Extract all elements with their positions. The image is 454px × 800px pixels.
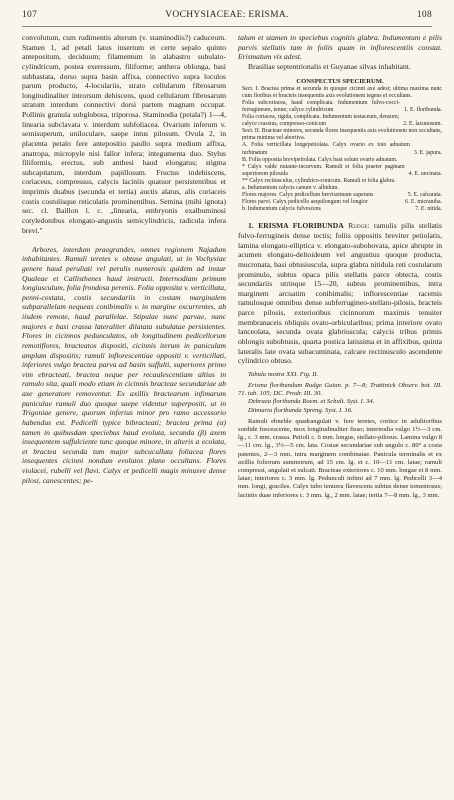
right-page-number: 108 <box>416 10 432 20</box>
key-entry-species: 1. E. floribunda. <box>404 106 442 113</box>
synonym-citation: Erisma floribundum Rudge Guian. p. 7—8; Trattinick Observ. bot. III. 71. tab. 105; DC. Prodr. III. 30. <box>238 381 442 398</box>
key-entry <box>238 157 442 164</box>
key-entry-species: 3. E. japura. <box>413 149 442 156</box>
key-entry-text: B. Folia opposita brevipetiolata. Calyx basi solum ovario adnatum. <box>242 156 398 163</box>
right-column <box>238 33 442 500</box>
left-column <box>22 33 226 485</box>
genus-description: convolutum, cum rudimentis alterum (v. staminodiis?) caduceum. Stamen 1, ad petali latus insertum et certe sepalo quinto antepositum, deciduum; filamentum in alabastro subulato-cylindricum, postea exeressum, filiforme; anthera oblonga, basi subhastata, dorso supra basin affixa, connectivo supra loculos parum producto, 4-loculariis, strato cellularum fibrosarum longitudinaliter introrsum dehiscens, quod cellularum fibrosarum stratum interdum connectivi dorsi partem magnam occupat. Pollinis granula subglobosa, triporosa. Staminodia (petala?) 1—4, linearia subclavata v. interdum subfoliacea. Ovarium inferum v. semisuperum, uniloculare, saepe intus pilosum. Ovula 2, in placenta petalo fere antepositio paullo supra medium affixa, anatropa, micropyle nisi fallor infera; integumenta duo. Stylus filiformis, erectus, sub anthesi haud elongatus; stigma subcapitatum, interdum papillosum. Fructus indehiscens, coriaceus, compressus, calycis laciniis quatuor persistentibus et imprimis duabus (secunda et tertia) auctis alatus, alis coriaceis costis costulisque reticulatis prominentibus. Semina (mihi ignota) sec. cl. Baillon l. c. „linearia, embryonis exalbuminosi cotyledonibus elongato-angustis semicylindricis, radicula infera brevi." <box>22 33 226 235</box>
key-entry-text: Sect. I. Bractea prima et secunda in quoque cicinni axe adest; ultima maxima nunc cum floribus et bracteis insequentis axis evolutionem tegens et occultans. <box>242 85 442 99</box>
key-entry <box>238 142 442 156</box>
key-entry-species: 4. E. uncinata. <box>408 170 442 177</box>
genus-habit-description: Arbores, interdum praegrandes, omnes regionem Najadum inhabitantes. Ramuli teretes v. obtuse angulati, ut in Vochysiae genere haud peruliati vel perulis numerosis quidem ad instar Qualeae et Callisthenes haud instructi. Internodiam primum longiusculum, folia frondosa perenis. Folia opposita v. verticillata, penni-costata, costis secundariis in costam marginalem subparallelam nequeas conibimalis v. in margine excurrentes, ab iisdem remote, haud parallelae. Stipulae nunc parvae, nunc majores e basi crassa lateraliter dilatata subulatae persistentes. Flores in cicinnos pedunculatos, ob longitudinem pedicellorum remotiflores, bracteatos dispositi, cicinnis iterum in paniculam amplam dispositis; ramuli inflorescentiae oppositi v. verticillati, inferiores vulgo bractea parva ad basin suffulti, superiores primo vim ebracteati, bractea neque per recaulescentiam altius in ramulo sita, quali modo etiam in cicinnis bracteae secundariae ab axe generatore removentur. Ex axillis bractearum infimarum paniculae ramuli duo quoque saepe videntur superpositi, ut in Trigoniae genere, quorum inferius minor pro ramo accessorio habendus est. Pedicelli typice bibracteati; bractea prima (α) tamen in quibusdam speciebus haud evoluta, secunda (β) axem insequentem suffulciente tunc quoque minore, in alteris a ecolata, et bractea secunda tum major subcucullata foliacea flores insequentes cicinni nondum evolutos plane occultans. Flores violacei, rubelli vel flavi. Calyx et pedicelli magis minusve dense pilosi, canescentes; pe- <box>22 244 226 485</box>
species-diagnosis: : ramulis pilis stellatis fulvo-ferrugineis dense tectis; foliis oppositis breviter petiolatis, lamina elongato-elliptica v. elongato-subobovata, apice abrupte in acumen elongato-deltoideum vel angustius quoque producta, mucronata, basi obtusiuscula, supra glabra nitidula reti costularum prominulo, subtus opaca pilis stellatis parce obtecta, costis secundariis utrinque 15—20, subtus prominentibus, intra marginem arcuatim conibimalis; inflorescentiae racemis ramulosque omnibus dense subferrugineo-stellato-pilosis, bracteis parce pilosis, exterioribus cicinnorum maximis tenuiter membranaceis obliquis ovato-orbicularibus; prima interiore ovato lanceolata, secunda ovata glabriuscula; calycis tribus primis oblongis subobtusis, quarta postica latissima et in affixibus, quinta lateralis late ovata subacuminata, calcare rectinusculo ascendente cylindrico obtuso. <box>238 221 442 366</box>
key-entry-text: Folia subcoriacea, haud complicata. Indumentum fulvo-cocci-ferrugineum, tenue; calyce cylindricum <box>242 99 401 113</box>
key-entry-species: 5. E. calcarata. <box>407 192 442 199</box>
running-header <box>22 10 432 27</box>
species-key <box>238 86 442 214</box>
conspectus-title: CONSPECTUS SPECIERUM. <box>296 77 384 85</box>
key-entry-species: 6. E. micrantha. <box>405 199 442 206</box>
species-entry <box>238 221 442 365</box>
key-entry-text: Flores parvi. Calyx pedicello aequilongum vel longior <box>242 199 368 206</box>
key-entry <box>238 100 442 114</box>
key-entry-text: Folia coriacea, rigida, complicata. Indumentum testaceum, densum; calyce crassius, compresso-conicum <box>242 114 400 128</box>
key-entry <box>238 185 442 192</box>
synonym-citation: Debraea floribunda Roem. et Schult. Syst. I. 34. <box>248 398 375 406</box>
left-page-number: 107 <box>22 10 38 20</box>
species-author: Rudge <box>348 221 368 231</box>
genus-description-continued: talum et stamen in speciebus cognitis glabra. Indumentum e pilis parvis stellatis tam in foliis quam in inflorescentiis constat. Erismatum vix adest. <box>238 33 442 62</box>
key-entry <box>238 178 442 185</box>
key-entry-text: b. Indumentum calycis fulvescens <box>242 206 321 213</box>
key-entry <box>238 86 442 100</box>
species-detailed-description: Ramuli ebneble quadrangulati v. fere teretes, cortice in adultioribus sordide fuscescente, mox longitudinaliter fisso; internodia vulgo 1½—3 cm. lg., c. 3 mm. crassa. Petioli c. 6 mm. longus, stellato-pilosus. Lamina vulgo 8—11 cm. lg., 3½—5 cm. lata. Costae secundariae sub angulo c. 80° a costa patentes, 2—3 mm. intra marginem combinatae. Panicula terminalis et ex axillis foliorum summorum, ad 15 cm. lg. et c. 10—11 cm. latae; ramuli compressi, angulati et sulcati. Bracteae exteriores c. 10 mm. longae et 8 mm. latae; interiores c. 3 mm. lg. Pedunculi infimi ad 7 mm. lg. Pedicelli 3—4 mm. longi, graciles. Calyx tubo tenuera flavescens subtus dense tomentosus; laciniis duae inferiores c. 3 mm. lg., 2 mm. latae; tertia 7—8 mm. lg., 3 mm. <box>238 417 442 499</box>
key-entry <box>238 128 442 142</box>
key-entry-text: A. Folia verticillata longepetiolata. Calyx ovario ex toto adnatum turbinatum <box>242 142 410 156</box>
species-title: 1. ERISMA FLORIBUNDA <box>248 221 344 231</box>
tabula-reference: Tabula nostra XXI. Fig. II. <box>248 370 319 378</box>
key-entry-text: Sect. II. Bracteae minores, secunda flores insequentis axis evolutionem non occultans, prima minima vel abortiva. <box>242 128 442 142</box>
key-entry <box>238 164 442 178</box>
distribution-text: Brasiliae septentrionalis et Guyanae silvas inhabitant. <box>248 61 411 71</box>
running-title: VOCHYSIACEAE: ERISMA. <box>165 10 289 20</box>
key-entry-text: * Calyx valde nutante-incurvum. Ramuli et folia praeter paginam superiorem pilosula <box>242 163 405 177</box>
key-entry-text: ** Calyx rectiusculus, cylindrico-conicum. Ramuli et folia glabra. <box>242 177 396 184</box>
key-entry <box>238 192 442 199</box>
key-entry-text: Flores majores. Calyx pedicellum brevissimum superans <box>242 192 374 199</box>
citation-list <box>238 382 442 415</box>
key-entry <box>238 206 442 213</box>
key-entry-species: 7. E. nitida. <box>415 206 442 213</box>
key-entry-text: a. Indumentum calycis canum v. albidum. <box>242 185 339 192</box>
key-entry <box>238 114 442 128</box>
synonym-citation: Ditmaria floribunda Spreng. Syst. I. 16. <box>248 406 353 414</box>
key-entry-species: 2. E. lacunosum. <box>403 121 442 128</box>
